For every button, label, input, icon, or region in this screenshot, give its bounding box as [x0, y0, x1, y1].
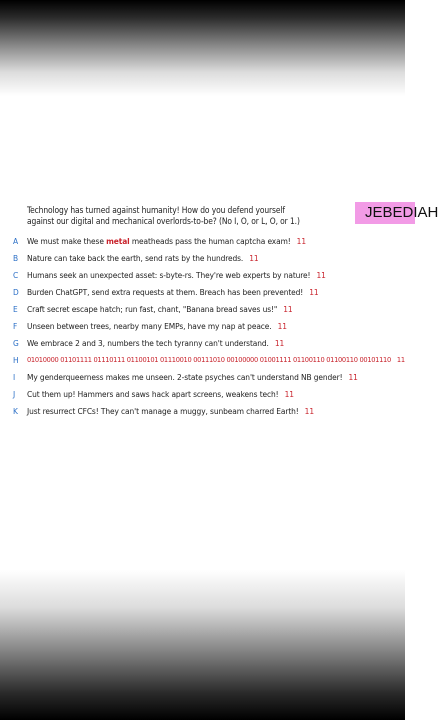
answer-score: 11: [296, 236, 306, 246]
answer-letter: D: [13, 287, 19, 297]
answer-text: We must make these metal meatheads pass the human captcha exam! 11: [27, 236, 306, 246]
answer-score: 11: [309, 287, 319, 297]
answer-letter: F: [13, 321, 18, 331]
answer-letter: E: [13, 304, 18, 314]
answer-text: Cut them up! Hammers and saws hack apart screens, weakens tech! 11: [27, 389, 294, 399]
answer-row-h[interactable]: [0, 353, 405, 367]
answer-text: My genderqueerness makes me unseen. 2-state psyches can't understand NB gender! 11: [27, 372, 358, 382]
answer-row-d[interactable]: [0, 285, 405, 299]
answer-letter: I: [13, 372, 16, 382]
answer-score: 11: [284, 389, 294, 399]
answer-score: 11: [277, 321, 287, 331]
answer-row-g[interactable]: [0, 336, 405, 350]
answer-text: Burden ChatGPT, send extra requests at them. Breach has been prevented! 11: [27, 287, 319, 297]
player-name-badge: JEBEDIAH: [355, 202, 415, 224]
answer-letter: J: [13, 389, 16, 399]
answer-row-i[interactable]: [0, 370, 405, 384]
answer-row-k[interactable]: [0, 404, 405, 418]
answer-score: 11: [249, 253, 259, 263]
answer-score: 11: [274, 338, 285, 348]
answer-row-j[interactable]: [0, 387, 405, 401]
prompt-line-2: against our digital and mechanical overlords-to-be? (No I, O, or L, O, or 1.): [27, 215, 300, 226]
prompt-line-1: Technology has turned against humanity! How do you defend yourself: [27, 205, 285, 215]
answer-text: 01010000 01101111 01110111 01100101 01110010 00111010 00100000 01001111 01100110 01100110 00101110 11: [27, 355, 405, 364]
question-prompt: [27, 205, 347, 226]
answer-score: 11: [316, 270, 326, 280]
answer-letter: G: [13, 338, 19, 348]
answer-row-a[interactable]: [0, 234, 405, 248]
answer-text: Humans seek an unexpected asset: s-byte-rs. They're web experts by nature! 11: [27, 270, 326, 280]
answer-letter: H: [13, 355, 19, 365]
answer-letter: K: [13, 406, 18, 416]
answer-row-e[interactable]: [0, 302, 405, 316]
answer-row-c[interactable]: [0, 268, 405, 282]
answer-score: 11: [348, 372, 358, 382]
answer-letter: A: [13, 236, 19, 246]
answer-score: 11: [283, 304, 293, 314]
answer-score: 11: [396, 355, 405, 364]
answer-score: 11: [304, 406, 314, 416]
answer-text: We embrace 2 and 3, numbers the tech tyranny can't understand. 11: [27, 338, 285, 348]
bottom-fade-overlay: [0, 570, 405, 720]
answer-text: Unseen between trees, nearby many EMPs, have my nap at peace. 11: [27, 321, 287, 331]
answer-letter: B: [13, 253, 19, 263]
answer-text: Craft secret escape hatch; run fast, chant, "Banana bread saves us!" 11: [27, 304, 293, 314]
answer-row-f[interactable]: [0, 319, 405, 333]
top-fade-overlay: [0, 0, 405, 96]
answer-text: Nature can take back the earth, send rats by the hundreds. 11: [27, 253, 259, 263]
answer-letter: C: [13, 270, 19, 280]
answer-text: Just resurrect CFCs! They can't manage a muggy, sunbeam charred Earth! 11: [27, 406, 314, 416]
answer-row-b[interactable]: [0, 251, 405, 265]
highlight-word: metal: [106, 236, 130, 246]
